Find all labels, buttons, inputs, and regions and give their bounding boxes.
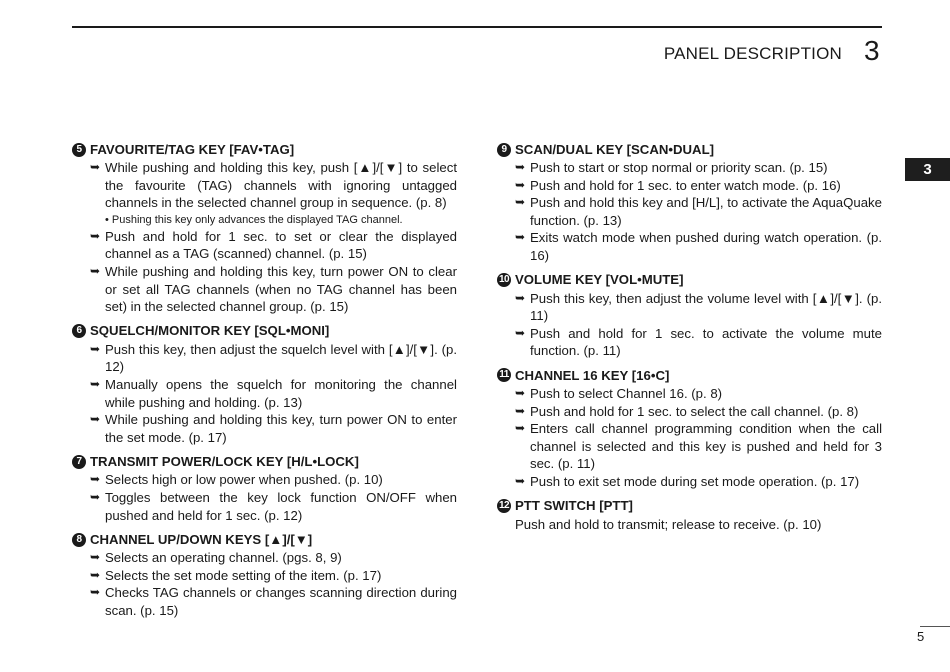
section-number-badge: 10 — [498, 274, 510, 286]
section-number-badge: 9 — [497, 143, 511, 157]
arrow-bullet-icon: ➥ — [515, 230, 526, 245]
section-number-badge: 7 — [72, 455, 86, 469]
arrow-bullet-icon: ➥ — [90, 550, 101, 565]
section-number-badge: 11 — [497, 368, 511, 382]
list-item: ➥ Push and hold for 1 sec. to select the call channel. (p. 8) — [515, 403, 859, 419]
list-item: ➥ Selects the set mode setting of the item. (p. 17) — [90, 567, 382, 583]
arrow-bullet-icon: ➥ — [90, 567, 101, 582]
list-item: ➥ Push and hold this key and [H/L], to activate the AquaQuake function. (p. 13) — [515, 195, 882, 228]
list-item: ➥ Exits watch mode when pushed during watch operation. (p. 16) — [515, 230, 882, 263]
list-item: ➥ Push and hold for 1 sec. to enter watch mode. (p. 16) — [515, 177, 841, 193]
section-channel-up-down-keys — [72, 530, 457, 619]
section-title: SQUELCH/MONITOR KEY [SQL•MONI] — [90, 323, 330, 339]
arrow-bullet-icon: ➥ — [90, 263, 101, 278]
left-column — [72, 140, 457, 625]
arrow-bullet-icon: ➥ — [90, 412, 101, 427]
note: • Pushing this key only advances the displayed TAG channel. — [105, 213, 403, 226]
arrow-bullet-icon: ➥ — [515, 177, 526, 192]
arrow-bullet-icon: ➥ — [515, 290, 526, 305]
section-power-lock-key — [72, 452, 457, 524]
section-number-badge: 6 — [72, 324, 86, 338]
arrow-bullet-icon: ➥ — [515, 325, 526, 340]
list-item: ➥ Push and hold for 1 sec. to set or clear the displayed channel as a TAG (scanned) channel. (p. 15) — [90, 228, 457, 262]
arrow-bullet-icon: ➥ — [90, 585, 101, 600]
section-title: PTT SWITCH [PTT] — [515, 498, 633, 514]
list-item: ➥ Push this key, then adjust the squelch level with [▲]/[▼]. (p. 12) — [90, 341, 457, 375]
arrow-bullet-icon: ➥ — [515, 385, 526, 400]
page-title: PANEL DESCRIPTION — [663, 44, 842, 63]
header-rule — [72, 26, 882, 28]
list-item: ➥ While pushing and holding this key, turn power ON to enter the set mode. (p. 17) — [90, 412, 457, 445]
arrow-bullet-icon: ➥ — [515, 421, 526, 436]
page-number: 5 — [917, 629, 925, 644]
section-channel-16-key — [497, 366, 882, 491]
list-item: ➥ Enters call channel programming condition when the call channel is selected and this key is pushed and held for 3 sec. (p. 11) — [515, 421, 882, 472]
chapter-tab: 3 — [905, 158, 950, 181]
footer-rule — [920, 626, 950, 627]
section-text: Push and hold to transmit; release to receive. (p. 10) — [515, 516, 822, 532]
arrow-bullet-icon: ➥ — [90, 376, 101, 391]
section-scan-dual-key — [497, 140, 882, 265]
list-item: ➥ Selects an operating channel. (pgs. 8, 9) — [90, 550, 342, 566]
arrow-bullet-icon: ➥ — [90, 341, 101, 356]
section-title: CHANNEL UP/DOWN KEYS [▲]/[▼] — [90, 531, 313, 547]
arrow-bullet-icon: ➥ — [515, 403, 526, 418]
section-volume-key — [497, 271, 882, 360]
section-title: SCAN/DUAL KEY [SCAN•DUAL] — [515, 141, 715, 157]
arrow-bullet-icon: ➥ — [90, 228, 101, 243]
list-item: ➥ Push to start or stop normal or priority scan. (p. 15) — [515, 160, 828, 175]
arrow-bullet-icon: ➥ — [515, 160, 526, 174]
section-number-badge: 8 — [72, 533, 86, 547]
arrow-bullet-icon: ➥ — [515, 473, 526, 488]
section-fav-tag-key — [72, 140, 457, 316]
list-item: ➥ Toggles between the key lock function ON/OFF when pushed and held for 1 sec. (p. 12) — [90, 489, 457, 523]
section-squelch-monitor-key — [72, 322, 457, 447]
right-column — [497, 140, 882, 539]
section-number-badge: 5 — [72, 143, 86, 157]
arrow-bullet-icon: ➥ — [90, 160, 101, 174]
section-title: TRANSMIT POWER/LOCK KEY [H/L•LOCK] — [90, 454, 359, 470]
list-item: ➥ Manually opens the squelch for monitoring the channel while pushing and holding. (p. 13) — [90, 376, 457, 410]
list-item: ➥ Push and hold for 1 sec. to activate the volume mute function. (p. 11) — [515, 325, 882, 359]
chapter-number: 3 — [864, 35, 880, 66]
arrow-bullet-icon: ➥ — [90, 472, 101, 487]
list-item: ➥ Selects high or low power when pushed. (p. 10) — [90, 472, 383, 488]
list-item: ➥ Checks TAG channels or changes scanning direction during scan. (p. 15) — [90, 585, 457, 618]
list-item: ➥ Push to select Channel 16. (p. 8) — [515, 385, 723, 401]
section-ptt-switch — [497, 497, 882, 534]
list-item: ➥ While pushing and holding this key, turn power ON to clear or set all TAG channels (when no TAG channel has been set) in the selected channel group. (p. 15) — [90, 263, 457, 315]
arrow-bullet-icon: ➥ — [90, 489, 101, 504]
list-item: ➥ Push to exit set mode during set mode operation. (p. 17) — [515, 473, 860, 489]
section-number-badge: 12 — [498, 500, 510, 511]
section-title: CHANNEL 16 KEY [16•C] — [515, 367, 670, 383]
arrow-bullet-icon: ➥ — [515, 195, 526, 210]
section-title: VOLUME KEY [VOL•MUTE] — [515, 272, 684, 288]
list-item: ➥ Push this key, then adjust the volume level with [▲]/[▼]. (p. 11) — [515, 290, 882, 324]
list-item: ➥ While pushing and holding this key, push [▲]/[▼] to select the favourite (TAG) channels with ignoring untagged channels in the selected channel group in sequence. (p. 8) — [90, 160, 457, 211]
section-title: FAVOURITE/TAG KEY [FAV•TAG] — [90, 141, 295, 157]
